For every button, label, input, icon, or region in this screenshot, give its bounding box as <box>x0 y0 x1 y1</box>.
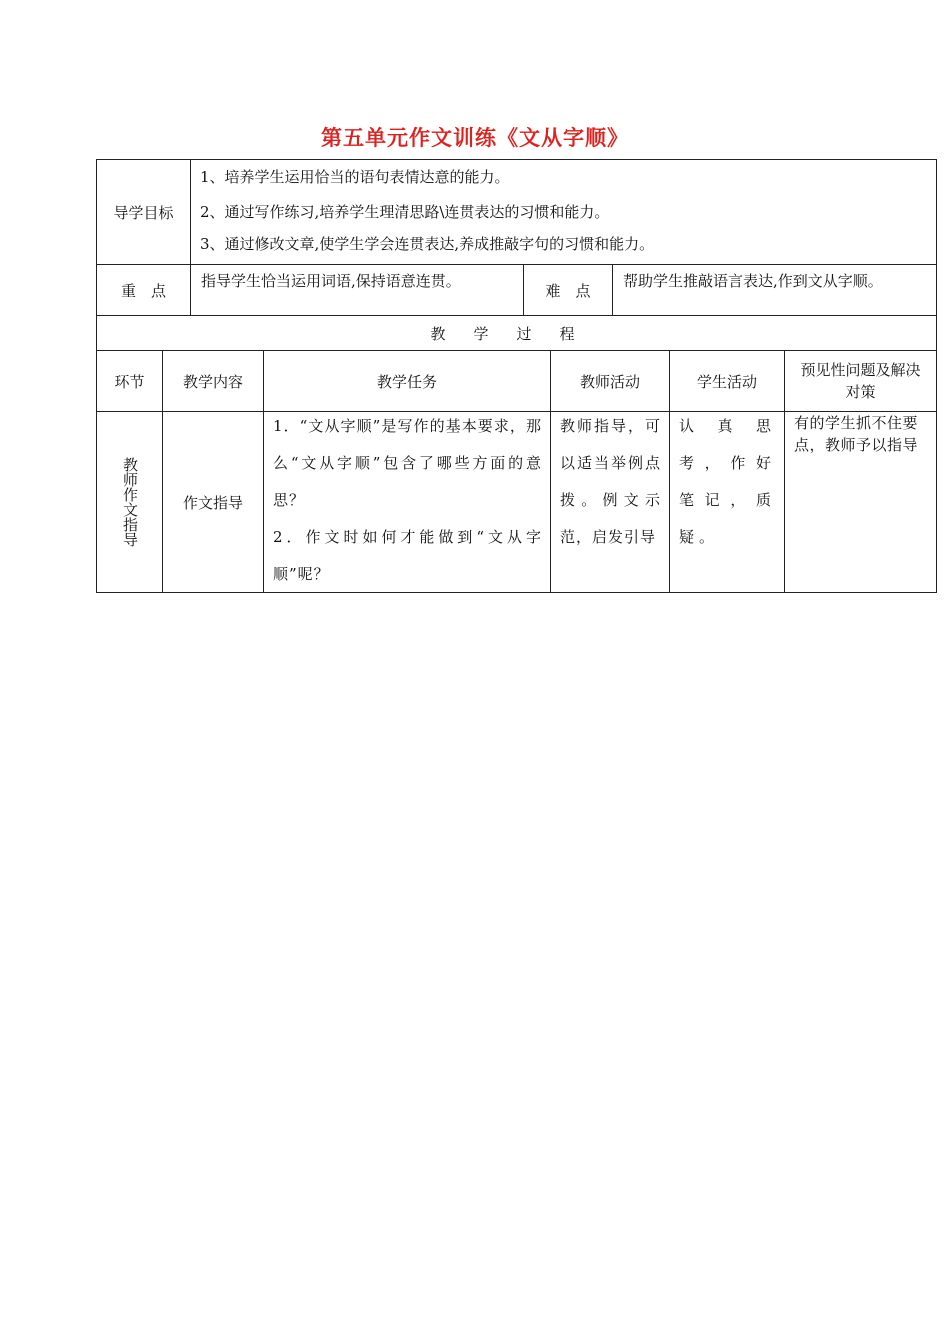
teacher-activity-text: 教师指导，可以适当举例点拨。例文示范，启发引导 <box>560 417 661 546</box>
difficulty-cell <box>612 264 937 316</box>
column-header-issues: 预见性问题及解决对策 <box>784 350 937 412</box>
tasks-text: 1．“文从字顺”是写作的基本要求，那么“文从字顺”包含了哪些方面的意思？ 2．作文时如何才能做到“文从字顺”呢？ <box>273 417 542 583</box>
objectives-label: 导学目标 <box>113 203 174 222</box>
student-activity-cell <box>669 411 785 593</box>
key-point-label: 重 点 <box>120 281 166 300</box>
issues-text: 有的学生抓不住要点，教师予以指导 <box>794 414 919 454</box>
teacher-activity-cell <box>550 411 670 593</box>
student-activity-text: 认真思考，作好笔记，质疑。 <box>679 417 776 546</box>
key-point-text: 指导学生恰当运用词语,保持语意连贯。 <box>201 272 461 290</box>
stage-text: 教师作文指导 <box>121 457 139 547</box>
column-header-teacher: 教师活动 <box>550 350 670 412</box>
document-title: 第五单元作文训练《文从字顺》 <box>321 126 629 150</box>
column-header-student: 学生活动 <box>669 350 785 412</box>
process-header-cell <box>96 315 937 351</box>
stage-cell <box>96 411 163 593</box>
objectives-label-cell <box>96 159 191 265</box>
key-point-cell <box>190 264 524 316</box>
objective-item-3: 3、通过修改文章,使学生学会连贯表达,养成推敲字句的习惯和能力。 <box>200 235 655 253</box>
issues-cell <box>784 411 937 593</box>
key-point-label-cell <box>96 264 191 316</box>
column-header-content: 教学内容 <box>162 350 264 412</box>
difficulty-label-cell <box>523 264 613 316</box>
column-header-stage: 环节 <box>96 350 163 412</box>
process-header: 教学过程 <box>430 324 603 343</box>
column-header-tasks: 教学任务 <box>263 350 551 412</box>
objective-item-1: 1、培养学生运用恰当的语句表情达意的能力。 <box>200 168 510 186</box>
content-cell <box>162 411 264 593</box>
content-text: 作文指导 <box>182 493 243 512</box>
objective-item-2: 2、通过写作练习,培养学生理清思路\连贯表达的习惯和能力。 <box>200 203 610 221</box>
tasks-cell <box>263 411 551 593</box>
difficulty-label: 难 点 <box>545 281 591 300</box>
difficulty-text: 帮助学生推敲语言表达,作到文从字顺。 <box>623 272 883 290</box>
